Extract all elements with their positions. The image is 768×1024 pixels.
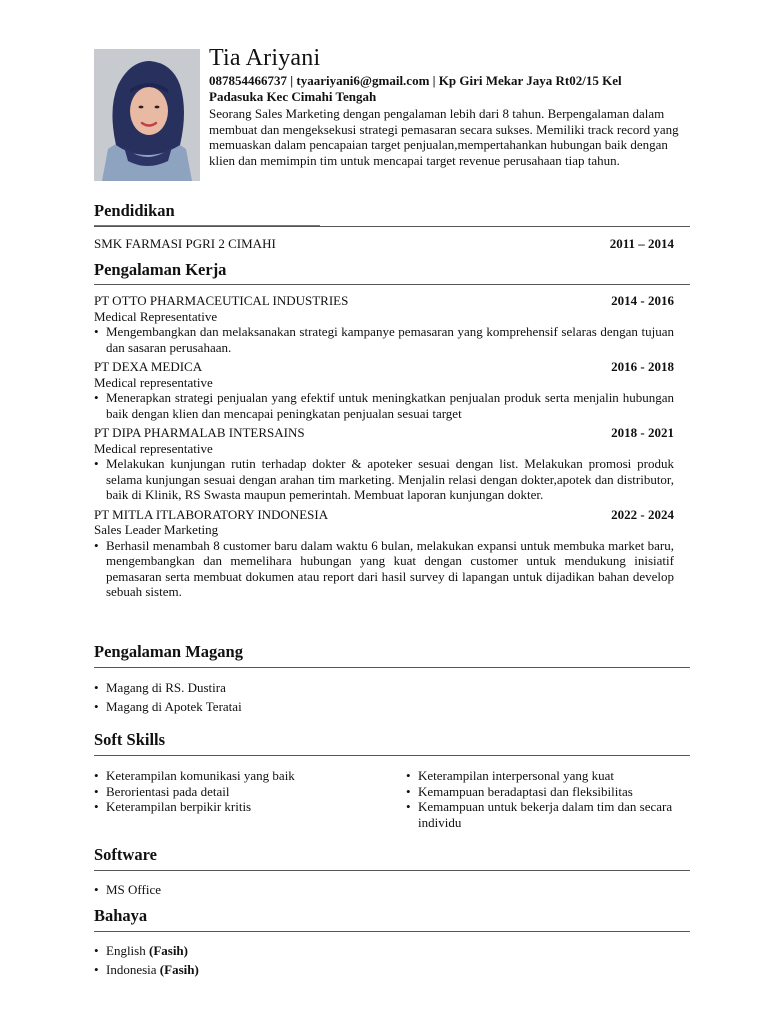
language-item xyxy=(94,943,690,959)
header xyxy=(209,44,679,168)
section-title: Software xyxy=(94,845,157,864)
list-item: • Berorientasi pada detail xyxy=(94,784,406,800)
candidate-name: Tia Ariyani xyxy=(209,45,321,71)
section-divider xyxy=(94,226,690,227)
section-title: Pengalaman Kerja xyxy=(94,260,227,279)
language-level: (Fasih) xyxy=(159,961,199,977)
list-item: • Keterampilan komunikasi yang baik xyxy=(94,768,406,784)
list-item: • Magang di RS. Dustira xyxy=(94,680,690,696)
section-software xyxy=(94,845,690,898)
job-period: 2014 - 2016 xyxy=(611,293,674,308)
contact-info xyxy=(209,73,679,104)
education-period: 2011 – 2014 xyxy=(609,236,674,251)
job-role: Medical representative xyxy=(94,440,213,456)
school-name: SMK FARMASI PGRI 2 CIMAHI xyxy=(94,236,276,251)
job-entry xyxy=(94,359,690,421)
education-entry xyxy=(94,236,690,252)
section-title: Pendidikan xyxy=(94,201,175,220)
job-period: 2022 - 2024 xyxy=(611,506,674,522)
profile-photo-illustration xyxy=(94,49,200,181)
section-bahasa xyxy=(94,906,690,977)
section-soft-skills xyxy=(94,730,690,830)
job-company: PT DEXA MEDICA xyxy=(94,359,203,374)
section-title: Bahaya xyxy=(94,906,148,925)
job-role: Sales Leader Marketing xyxy=(94,522,219,537)
skills-columns xyxy=(94,768,690,830)
section-pengalaman-magang xyxy=(94,642,690,714)
summary: Seorang Sales Marketing dengan pengalaman lebih dari 8 tahun. Berpengalaman dalam membuat dan mengeksekusi strategi pemasaran secara sukses. Memiliki track record yang memuaskan dalam pencapaian target penjualan,mempertahankan hubungan baik dengan klien dan memimpin tim untuk mencapai target revenue perusahaan tiap tahun. xyxy=(209,106,679,168)
job-period: 2018 - 2021 xyxy=(611,425,674,440)
list-item: • Kemampuan untuk bekerja dalam tim dan secara individu xyxy=(406,799,676,830)
job-entry xyxy=(94,507,690,600)
list-item: • Kemampuan beradaptasi dan fleksibilitas xyxy=(406,784,676,800)
section-divider xyxy=(94,667,690,668)
job-entry xyxy=(94,425,690,503)
job-description: • Melakukan kunjungan rutin terhadap dokter & apoteker sesuai dengan list. Melakukan promosi produk selama kunjungan sesuai dengan arahan tim marketing. Menjalin relasi dengan dokter,apotek dan distributor, baik di Klinik, RS Swasta maupun pemerintah. Membuat laporan kunjungan dokter. xyxy=(94,456,674,503)
skills-left-column xyxy=(94,768,406,830)
section-divider xyxy=(94,931,690,932)
job-company: PT OTTO PHARMACEUTICAL INDUSTRIES xyxy=(94,293,349,308)
contact-line-2: Padasuka Kec Cimahi Tengah xyxy=(209,88,377,104)
job-description: • Menerapkan strategi penjualan yang efektif untuk meningkatkan penjualan produk serta menjalin hubungan baik dengan klien dan mencapai peningkatan penjualan sesuai target xyxy=(94,390,674,421)
profile-photo xyxy=(94,49,200,181)
section-divider xyxy=(94,755,690,756)
job-description: • Mengembangkan dan melaksanakan strategi kampanye pemasaran yang komprehensif selaras dengan tujuan dan sasaran perusahaan. xyxy=(94,324,674,355)
job-company: PT MITLA ITLABORATORY INDONESIA xyxy=(94,506,329,522)
skills-right-column xyxy=(406,768,676,830)
contact-line-1: 087854466737 | tyaariyani6@gmail.com | Kp Giri Mekar Jaya Rt02/15 Kel xyxy=(209,73,622,88)
list-item: • MS Office xyxy=(94,882,690,898)
section-title: Soft Skills xyxy=(94,730,166,749)
section-divider xyxy=(94,284,690,285)
job-company: PT DIPA PHARMALAB INTERSAINS xyxy=(94,425,305,440)
section-title: Pengalaman Magang xyxy=(94,642,243,661)
list-item: • Magang di Apotek Teratai xyxy=(94,699,690,715)
language-level: (Fasih) xyxy=(148,943,188,958)
job-description: • Berhasil menambah 8 customer baru dalam waktu 6 bulan, melakukan expansi untuk membuka market baru, mengembangkan dan memelihara hubungan yang kuat dengan customer untuk mendukung inisiatif pemasaran serta membuat dokumen atau report dari hasil survey di lapangan untuk dijadikan bahan develop sebuah sistem. xyxy=(94,538,674,600)
job-period: 2016 - 2018 xyxy=(611,359,674,374)
section-pengalaman-kerja xyxy=(94,260,690,600)
job-entry xyxy=(94,293,690,355)
language-name: English xyxy=(106,943,149,958)
section-pendidikan xyxy=(94,201,690,226)
section-divider xyxy=(94,870,690,871)
job-role: Medical Representative xyxy=(94,308,218,324)
job-role: Medical representative xyxy=(94,374,213,390)
language-item xyxy=(94,962,690,978)
list-item: • Keterampilan berpikir kritis xyxy=(94,799,406,815)
language-name: Indonesia xyxy=(106,961,160,977)
list-item: • Keterampilan interpersonal yang kuat xyxy=(406,768,676,784)
